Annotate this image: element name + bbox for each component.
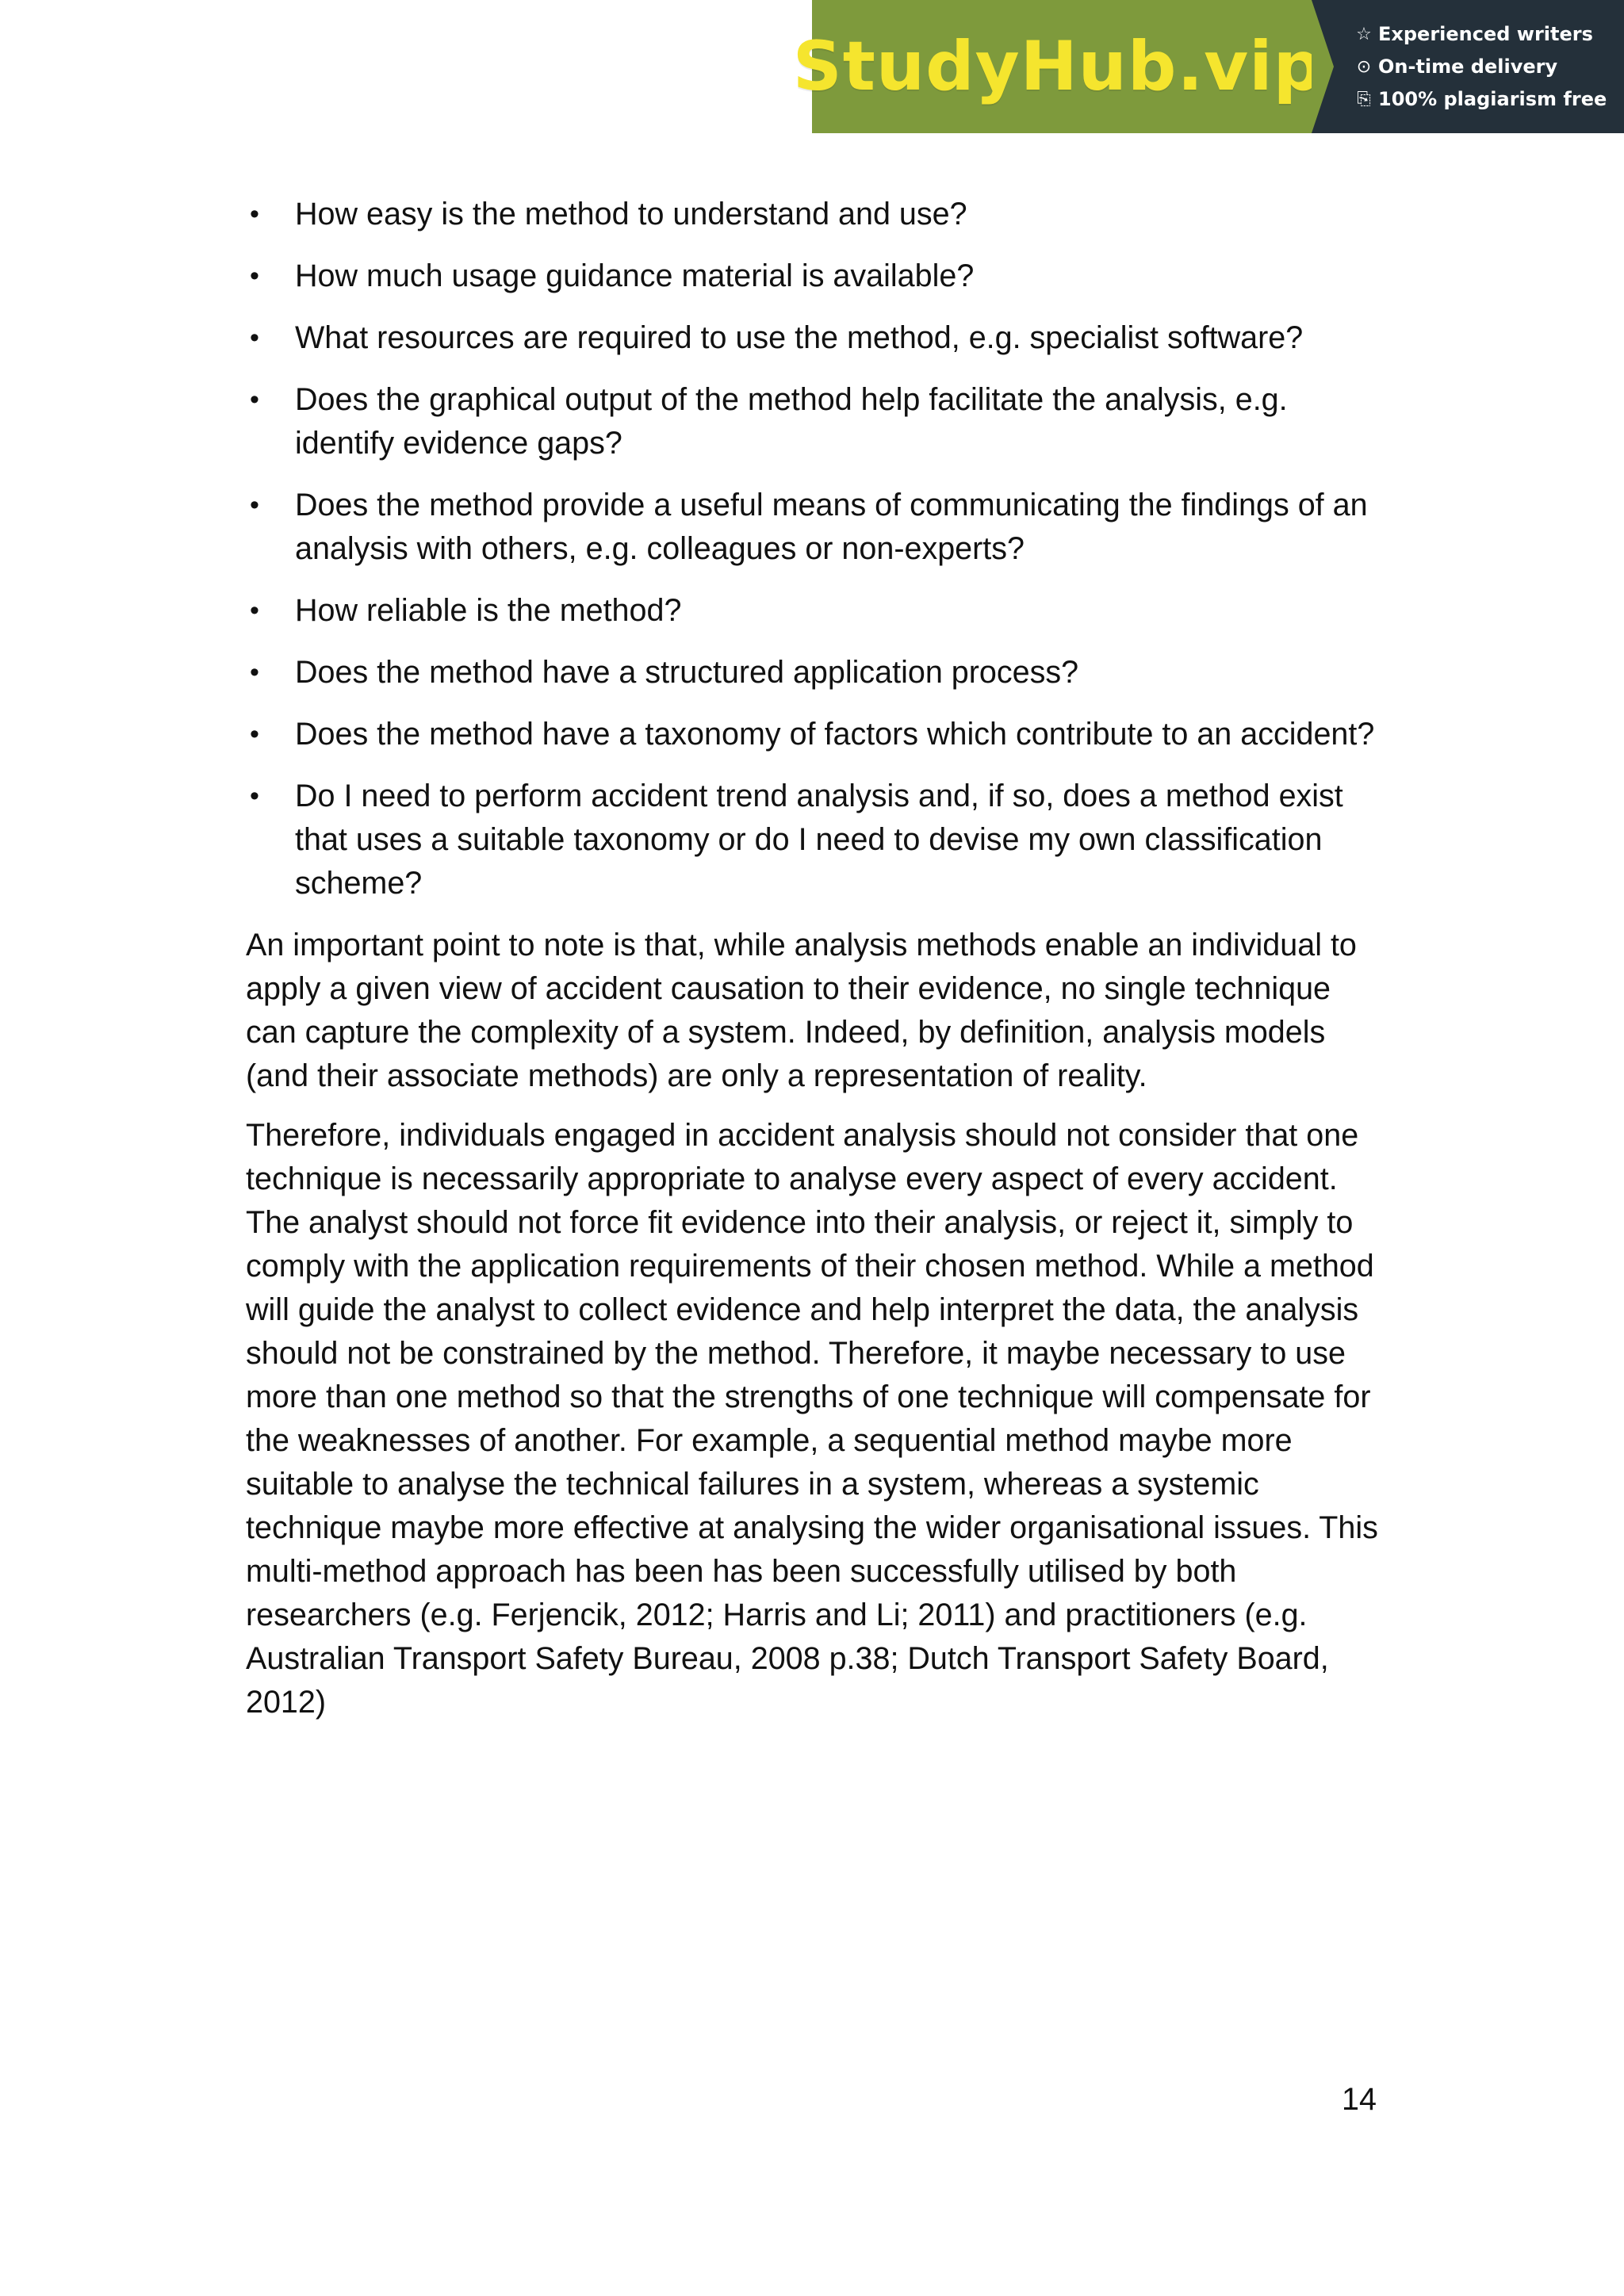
bullet-icon: • bbox=[250, 719, 259, 749]
document-body bbox=[246, 193, 1388, 1740]
list-item-text: Does the method have a structured application process? bbox=[295, 655, 1079, 690]
banner-features bbox=[1312, 0, 1624, 133]
feature-experienced-writers bbox=[1354, 18, 1624, 51]
list-item bbox=[246, 254, 1388, 298]
feature-on-time-delivery bbox=[1354, 51, 1624, 83]
page-number: 14 bbox=[1342, 2082, 1377, 2117]
list-item-text: Does the method provide a useful means of communicating the findings of an analysis with others, e.g. colleagues or non-experts? bbox=[295, 488, 1368, 566]
feature-label: On-time delivery bbox=[1378, 55, 1558, 78]
list-item bbox=[246, 651, 1388, 695]
studyhub-banner[interactable] bbox=[792, 0, 1624, 133]
paragraph-multi-method: Therefore, individuals engaged in accident analysis should not consider that one technique is necessarily appropriate to analyse every aspect of every accident. The analyst should not force fit evidence into their analysis, or reject it, simply to comply with the application requirements of their chosen method. While a method will guide the analyst to collect evidence and help interpret the data, the analysis should not be constrained by the method. Therefore, it maybe necessary to use more than one method so that the strengths of one technique will compensate for the weaknesses of another. For example, a sequential method maybe more suitable to analyse the technical failures in a system, whereas a systemic technique maybe more effective at analysing the wider organisational issues. This multi-method approach has been has been successfully utilised by both researchers (e.g. Ferjencik, 2012; Harris and Li; 2011) and practitioners (e.g. Australian Transport Safety Bureau, 2008 p.38; Dutch Transport Safety Board, 2012) bbox=[246, 1118, 1378, 1720]
document-check-icon: ⎘ bbox=[1357, 89, 1371, 109]
bullet-icon: • bbox=[250, 595, 259, 626]
list-item bbox=[246, 378, 1388, 465]
list-item bbox=[246, 193, 1388, 236]
list-item bbox=[246, 775, 1388, 905]
bullet-icon: • bbox=[250, 323, 259, 353]
list-item-text: What resources are required to use the method, e.g. specialist software? bbox=[295, 320, 1304, 355]
list-item-text: Does the method have a taxonomy of factors which contribute to an accident? bbox=[295, 717, 1375, 752]
list-item bbox=[246, 316, 1388, 360]
paragraph-analysis-methods: An important point to note is that, while analysis methods enable an individual to apply a given view of accident causation to their evidence, no single technique can capture the complexity of a system. Indeed, by definition, analysis models (and their associate methods) are only a representation of reality. bbox=[246, 928, 1357, 1093]
list-item bbox=[246, 713, 1388, 756]
feature-label: Experienced writers bbox=[1378, 22, 1593, 45]
bullet-icon: • bbox=[250, 199, 259, 229]
logo-text: StudyHub.vip bbox=[792, 27, 1323, 106]
list-item bbox=[246, 589, 1388, 633]
bullet-icon: • bbox=[250, 490, 259, 520]
feature-label: 100% plagiarism free bbox=[1378, 87, 1607, 110]
list-item-text: Do I need to perform accident trend analysis and, if so, does a method exist that uses a suitable taxonomy or do I need to devise my own classification scheme? bbox=[295, 779, 1343, 901]
list-item-text: How reliable is the method? bbox=[295, 593, 682, 628]
bullet-icon: • bbox=[250, 781, 259, 811]
list-item-text: Does the graphical output of the method help facilitate the analysis, e.g. identify evidence gaps? bbox=[295, 382, 1288, 461]
studyhub-logo[interactable] bbox=[792, 0, 1323, 133]
bullet-icon: • bbox=[250, 261, 259, 291]
question-list bbox=[246, 193, 1388, 905]
clock-icon: ⊙ bbox=[1356, 56, 1372, 77]
feature-plagiarism-free bbox=[1354, 83, 1624, 116]
list-item-text: How easy is the method to understand and use? bbox=[295, 197, 967, 232]
bullet-icon: • bbox=[250, 657, 259, 687]
list-item bbox=[246, 484, 1388, 571]
list-item-text: How much usage guidance material is available? bbox=[295, 258, 975, 293]
bullet-icon: • bbox=[250, 385, 259, 415]
star-icon: ☆ bbox=[1356, 24, 1372, 44]
